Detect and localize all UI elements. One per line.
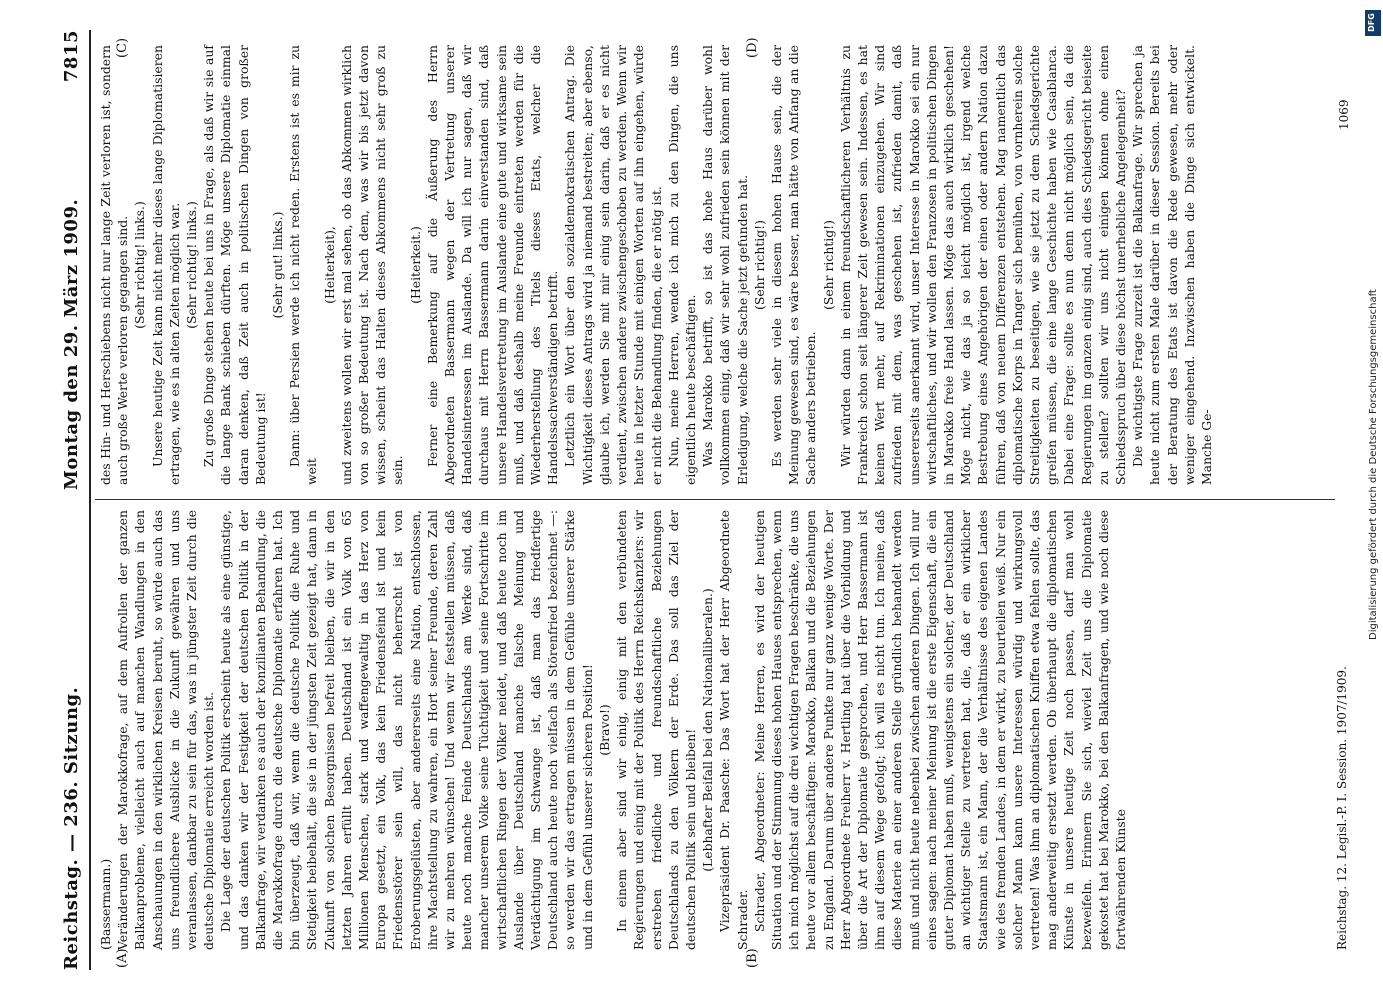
margin-mark-b: (B)	[745, 948, 760, 968]
margin-mark-c: (C)	[115, 37, 130, 58]
paragraph: Die wichtigste Frage zurzeit ist die Balkanfrage. Wir sprechen ja heute nicht zum ersten Male darüber in dieser Session. Bereits bei der Beratung des Etats ist davon die Rede gewesen, mehr oder weniger eingehend. Inzwischen haben die Dinge sich entwickelt. Manche Ge-	[1130, 45, 1214, 485]
paragraph: (Bassermann.)	[98, 858, 113, 950]
paragraph: In einem aber sind wir einig, einig mit den verbündeten Regierungen und einig mit der Politik des Herrn Reichskanzlers: wir erstreben friedliche und freundschaftliche Beziehungen Deutschlands zu den Völkern der Erde. Das soll das Ziel der deutschen Politik sein und bleiben!	[614, 510, 698, 950]
paragraph: (Sehr richtig!)	[820, 220, 836, 310]
paragraph: Letztlich ein Wort über den sozialdemokratischen Antrag. Die Wichtigkeit dieses Antrags wird ja niemand bestreiten; aber ebenso, glaube ich, werden Sie mit mir einig sein darin, daß er es nicht verdient, zwischen andere zwischengeschoben zu werden. Wenn wir heute in letzter Stunde mit einigen Worten auf ihn eingehen, würde er nicht die Behandlung finden, die er nötig ist.	[562, 45, 664, 485]
margin-mark-a: (A)	[115, 948, 130, 968]
paragraph: Zu große Dinge stehen heute bei uns in Frage, als daß wir sie auf die lange Bank schieben dürften. Möge unsere Diplomatie einmal daran denken, daß Zeit auch in politischen Dingen von großer Bedeutung ist!	[201, 45, 268, 485]
footer-legislature: Reichstag. 12. Legisl.-P. I. Session. 1907/1909.	[1335, 666, 1349, 950]
footer-page-number: 1069	[1337, 99, 1351, 130]
margin-mark-d: (D)	[745, 37, 760, 58]
column-divider	[95, 499, 1335, 500]
header-column-number: 7815	[61, 30, 82, 83]
paragraph: Die Lage der deutschen Politik erscheint heute als eine günstige, und das danken wir der Festigkeit der deutschen Politik in der Balkanfrage, wir verdanken es auch der konzilianten Behandlung, die die Marokkofrage durch die deutsche Diplomatie erfahren hat. Ich bin überzeugt, daß wir, wenn die deutsche Politik die Ruhe und Stetigkeit beibehält, die sie in der jüngsten Zeit gezeigt hat, dann in Zukunft von solchen Besorgnissen befreit bleiben, die wir in den letzten Jahren erfüllt haben. Deutschland ist ein Volk von 65 Millionen Menschen, stark und waffengewaltig in das Herz von Europa gesetzt, ein Volk, das kein Friedensfeind ist und kein Friedensstörer sein will, das nicht beherrscht ist von Eroberungsgelüsten, aber andererseits eine Nation, entschlossen, ihre Machtstellung zu wahren, ein Hort seiner Freunde, deren Zahl wir zu mehren wünschen! Und wenn wir feststellen müssen, daß heute noch manche Feinde Deutschlands am Werke sind, daß mancher unserem Volke seine Tüchtigkeit und seine Fortschritte im wirtschaftlichen Ringen der Völker neidet, und daß heute noch im Auslande über Deutschland manche falsche Meinung und Verdächtigung im Schwange ist, daß man das friedfertige Deutschland auch heute noch vielfach als Störenfried bezeichnet —: so werden wir das ertragen müssen in dem Gefühle unserer Stärke und in dem Gefühl unserer sicheren Position!	[218, 510, 595, 950]
paragraph: (Sehr richtig! links.)	[184, 201, 200, 329]
paragraph: (Sehr gut! links.)	[270, 211, 286, 319]
paragraph: (Heiterkeit),	[321, 226, 337, 304]
paragraph: Was Marokko betrifft, so ist das hohe Haus darüber wohl vollkommen einig, daß wir sehr wohl zufrieden sein können mit der Erledigung, welche die Sache jetzt gefunden hat.	[700, 45, 750, 485]
paragraph: Wir würden dann in einem freundschaftlicheren Verhältnis zu Frankreich schon seit längerer Zeit gewesen sein. Indessen, es hat keinen Wert mehr, auf Rekriminationen einzugehen. Wir sind zufrieden mit dem, was geschehen ist, zufrieden damit, daß unsererseits anerkannt wird, unser Interesse in Marokko sei ein nur wirtschaftliches, und wir wollen den Franzosen in politischen Dingen in Marokko freie Hand lassen. Möge das auch wirklich geschehen! Möge nicht, wie das ja so leicht möglich ist, irgend welche Bestrebung eines Angehörigen der einen oder andern Nation dazu führen, daß von neuem Differenzen entstehen. Mag namentlich das diplomatische Korps in Tanger sich bemühen, von vornherein solche Streitigkeiten zu beseitigen, wie sie jetzt zu dem Schiedsgerichte greifen müssen, die eine lange Geschichte haben wie Casablanca. Dabei eine Frage: sollte es nun denn nicht möglich sein, da die Regierungen im ganzen einig sind, auch dies Schiedsgericht beiseite zu stellen? sollten wir uns nicht einigen können ohne einen Schiedsspruch über diese höchst unerhebliche Angelegenheit?	[837, 45, 1128, 485]
dfg-logo: DFG	[1365, 10, 1381, 36]
paragraph: Schrader, Abgeordneter: Meine Herren, es wird der heutigen Situation und der Stimmung dieses hohen Hauses entsprechen, wenn ich mich möglichst auf die drei wichtigen Fragen beschränke, die uns heute vor allem beschäftigen: Marokko, Balkan und die Beziehungen zu England. Darum über andere Punkte nur ganz wenige Worte. Der Herr Abgeordnete Freiherr v. Hertling hat über die Vorbildung und über die Art der Diplomatie gesprochen, und Herr Bassermann ist ihm auf diesem Wege gefolgt; ich will es nicht tun. Ich meine, daß diese Materie an einer anderen Stelle gründlich behandelt werden muß und nicht heute nebenbei zwischen anderen Dingen. Ich will nur eines sagen: nach meiner Meinung ist die erste Eigenschaft, die ein guter Diplomat haben muß, wenigstens ein solcher, der Deutschland an wichtiger Stelle zu vertreten hat, die, daß er ein wirklicher Staatsmann ist, ein Mann, der die Verhältnisse des eigenen Landes wie des fremden Landes, in dem er wirkt, zu beurteilen weiß. Nur ein solcher Mann kann unsere Interessen würdig und wirkungsvoll vertreten! Was ihm an diplomatischen Kniffen etwa fehlen sollte, das mag anderweitig ersetzt werden. Ob überhaupt die diplomatischen Künste in unsere heutige Zeit noch passen, darf man wohl bezweifeln. Erinnern Sie sich, wieviel Zeit uns die Diplomatie gekostet hat bei Marokko, bei den Balkanfragen, und wie noch diese fortwährenden Künste	[751, 510, 1128, 950]
paragraph: (Sehr richtig! links.)	[132, 201, 148, 329]
paragraph: (Heiterkeit.)	[407, 226, 423, 304]
paragraph: Es werden sehr viele in diesem hohen Hause sein, die der Meinung gewesen sind, es wäre besser, man hätte von Anfang an die Sache anders betrieben.	[768, 45, 819, 485]
paragraph: Nun, meine Herren, wende ich mich zu den Dingen, die uns eigentlich heute beschäftigen.	[665, 45, 698, 485]
funding-note: Digitalisierung gefördert durch die Deutsche Forschungsgemeinschaft	[1368, 289, 1379, 640]
paragraph: Ferner eine Bemerkung auf die Äußerung des Herrn Abgeordneten Bassermann wegen der Vertretung unserer Handelsinteressen im Auslande. Da will ich nur sagen, daß wir durchaus mit Herrn Bassermann darin einverstanden sind, daß unsere Handelsvertretung im Auslande eine gute und wirksame sein muß, und daß deshalb meine Freunde eintreten werden für die Wiederherstellung des Titels dieses Etats, welcher die Handelssachverständigen betrifft.	[424, 45, 561, 485]
paragraph: (Bravo!)	[596, 704, 612, 756]
paragraph: Unsere heutige Zeit kann nicht mehr dieses lange Diplomatisieren ertragen, wie es in alten Zeiten möglich war.	[149, 45, 182, 485]
paragraph: Dann: über Persien werde ich nicht reden. Erstens ist es mir zu weit	[287, 45, 320, 485]
rotated-page	[55, 30, 1355, 970]
paragraph: (Sehr richtig!)	[751, 220, 767, 310]
paragraph: Vizepräsident Dr. Paasche: Das Wort hat der Herr Abgeordnete Schrader.	[717, 510, 750, 950]
paragraph: (Lebhafter Beifall bei den Nationalliberalen.)	[700, 588, 716, 872]
header-date: Montag den 29. März 1909.	[61, 198, 82, 490]
left-text-column	[97, 510, 1332, 950]
header-session: Reichstag. — 236. Sitzung.	[61, 686, 82, 970]
paragraph: Veränderungen der Marokkofrage, auf dem Aufrollen der ganzen Balkanprobleme, vielleicht auch auf manchen Wandlungen in den Anschauungen in den wirklichen Kreisen beruht, so würde auch das uns freundlichere Ausblicke in die Zukunft gewähren und uns veranlassen, dankbar zu sein für das, was in jüngster Zeit durch die deutsche Diplomatie erreicht worden ist.	[115, 510, 217, 950]
paragraph: des Hin- und Herschiebens nicht nur lange Zeit verloren ist, sondern auch große Werte verloren gegangen sind.	[98, 45, 131, 485]
right-text-column	[97, 45, 1332, 485]
page-header	[55, 30, 91, 970]
paragraph: und zweitens wollen wir erst mal sehen, ob das Abkommen wirklich von so großer Bedeutung ist. Nach dem, was wir bis jetzt davon wissen, scheint das Halten dieses Abkommens nicht sehr groß zu sein.	[338, 45, 406, 485]
